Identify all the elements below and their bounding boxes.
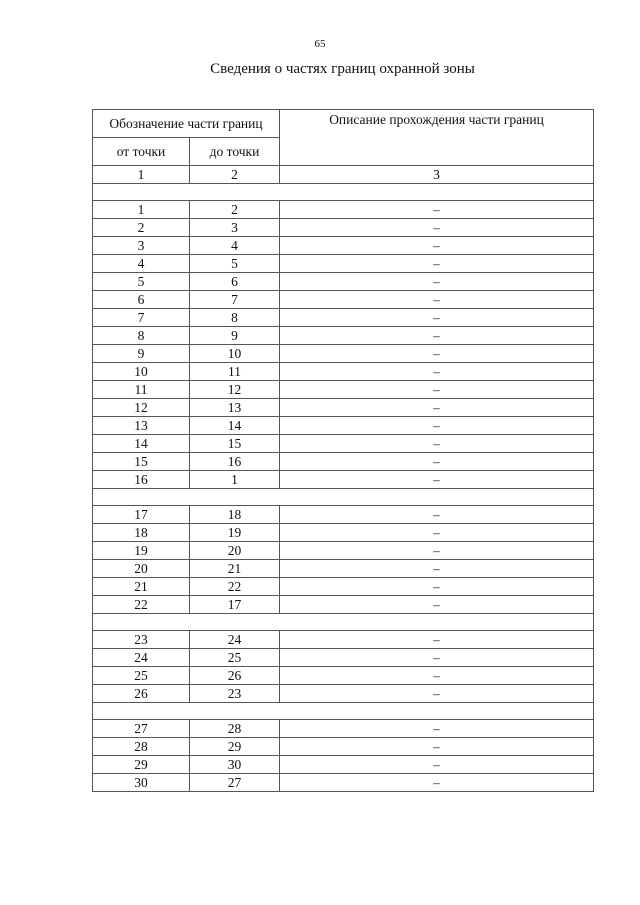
description-cell: – [280,309,594,327]
description-cell: – [280,667,594,685]
boundary-parts-table [92,109,594,792]
description-cell: – [280,685,594,703]
page-number: 65 [314,38,326,50]
to-point-cell: 16 [190,453,280,471]
to-point-cell: 30 [190,756,280,774]
table-row [93,453,594,471]
table-row [93,560,594,578]
description-cell: – [280,631,594,649]
separator-cell [93,614,594,631]
description-cell: – [280,542,594,560]
header-row [93,110,594,138]
from-point-cell: 27 [93,720,190,738]
to-point-cell: 14 [190,417,280,435]
table-row [93,506,594,524]
table-row [93,309,594,327]
from-point-cell: 2 [93,219,190,237]
table-row [93,524,594,542]
description-cell: – [280,327,594,345]
from-point-cell: 24 [93,649,190,667]
from-point-header: от точки [93,138,190,166]
to-point-cell: 22 [190,578,280,596]
description-cell: – [280,524,594,542]
to-point-cell: 24 [190,631,280,649]
group-separator-row [93,703,594,720]
group-separator-row [93,184,594,201]
from-point-cell: 4 [93,255,190,273]
column-numbers-row [93,166,594,184]
table-row [93,237,594,255]
table-row [93,399,594,417]
table-row [93,738,594,756]
document-title: Сведения о частях границ охранной зоны [210,61,475,77]
table-row [93,756,594,774]
from-point-cell: 19 [93,542,190,560]
description-cell: – [280,219,594,237]
description-cell: – [280,596,594,614]
description-cell: – [280,738,594,756]
to-point-cell: 28 [190,720,280,738]
table-row [93,542,594,560]
description-cell: – [280,774,594,792]
from-point-cell: 29 [93,756,190,774]
designation-header: Обозначение части границ [93,110,280,138]
table-row [93,435,594,453]
to-point-cell: 3 [190,219,280,237]
to-point-cell: 27 [190,774,280,792]
description-cell: – [280,417,594,435]
from-point-cell: 23 [93,631,190,649]
description-cell: – [280,345,594,363]
to-point-cell: 19 [190,524,280,542]
from-point-cell: 26 [93,685,190,703]
from-point-cell: 22 [93,596,190,614]
table-row [93,578,594,596]
to-point-cell: 6 [190,273,280,291]
description-cell: – [280,291,594,309]
description-cell: – [280,720,594,738]
description-cell: – [280,255,594,273]
column-number: 1 [93,166,190,184]
table-row [93,667,594,685]
table-row [93,381,594,399]
from-point-cell: 20 [93,560,190,578]
to-point-cell: 23 [190,685,280,703]
table-row [93,219,594,237]
table-row [93,685,594,703]
from-point-cell: 15 [93,453,190,471]
description-cell: – [280,273,594,291]
from-point-cell: 8 [93,327,190,345]
from-point-cell: 10 [93,363,190,381]
from-point-cell: 14 [93,435,190,453]
column-number: 2 [190,166,280,184]
to-point-cell: 21 [190,560,280,578]
to-point-header: до точки [190,138,280,166]
to-point-cell: 1 [190,471,280,489]
table-row [93,596,594,614]
from-point-cell: 6 [93,291,190,309]
to-point-cell: 29 [190,738,280,756]
description-cell: – [280,453,594,471]
description-cell: – [280,201,594,219]
table-row [93,631,594,649]
description-header: Описание прохождения части границ [280,110,594,166]
separator-cell [93,703,594,720]
description-cell: – [280,363,594,381]
to-point-cell: 7 [190,291,280,309]
to-point-cell: 4 [190,237,280,255]
description-cell: – [280,578,594,596]
to-point-cell: 5 [190,255,280,273]
description-cell: – [280,381,594,399]
to-point-cell: 18 [190,506,280,524]
to-point-cell: 8 [190,309,280,327]
from-point-cell: 11 [93,381,190,399]
to-point-cell: 12 [190,381,280,399]
description-cell: – [280,756,594,774]
table-row [93,720,594,738]
table-row [93,649,594,667]
table-body [93,110,594,792]
from-point-cell: 21 [93,578,190,596]
table-row [93,417,594,435]
table-row [93,345,594,363]
group-separator-row [93,614,594,631]
description-cell: – [280,560,594,578]
table-row [93,291,594,309]
from-point-cell: 12 [93,399,190,417]
group-separator-row [93,489,594,506]
to-point-cell: 9 [190,327,280,345]
from-point-cell: 17 [93,506,190,524]
table-row [93,471,594,489]
from-point-cell: 7 [93,309,190,327]
from-point-cell: 13 [93,417,190,435]
from-point-cell: 25 [93,667,190,685]
table-row [93,363,594,381]
to-point-cell: 20 [190,542,280,560]
description-cell: – [280,435,594,453]
to-point-cell: 15 [190,435,280,453]
from-point-cell: 1 [93,201,190,219]
to-point-cell: 26 [190,667,280,685]
table-row [93,327,594,345]
from-point-cell: 30 [93,774,190,792]
description-cell: – [280,649,594,667]
description-cell: – [280,237,594,255]
description-cell: – [280,506,594,524]
table-row [93,273,594,291]
to-point-cell: 17 [190,596,280,614]
to-point-cell: 10 [190,345,280,363]
description-cell: – [280,399,594,417]
to-point-cell: 25 [190,649,280,667]
separator-cell [93,184,594,201]
from-point-cell: 9 [93,345,190,363]
from-point-cell: 16 [93,471,190,489]
table-row [93,774,594,792]
table-row [93,255,594,273]
description-cell: – [280,471,594,489]
to-point-cell: 2 [190,201,280,219]
from-point-cell: 18 [93,524,190,542]
from-point-cell: 3 [93,237,190,255]
to-point-cell: 11 [190,363,280,381]
from-point-cell: 28 [93,738,190,756]
separator-cell [93,489,594,506]
table-row [93,201,594,219]
to-point-cell: 13 [190,399,280,417]
column-number: 3 [280,166,594,184]
from-point-cell: 5 [93,273,190,291]
